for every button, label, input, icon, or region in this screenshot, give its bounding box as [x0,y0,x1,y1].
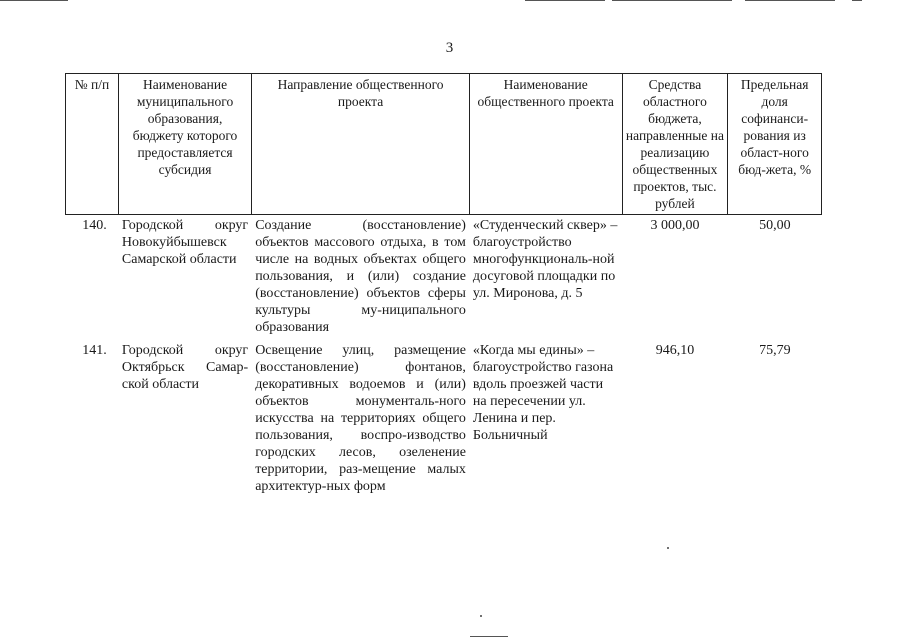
row-cofinancing-share: 75,79 [759,343,791,358]
header-project-name: Наименование общественного проекта [469,74,622,215]
header-cofinancing-share: Предельная доля софинанси-рования из област-ного бюд-жета, % [728,74,822,215]
header-regional-funds: Средства областного бюджета, направленные на реализацию общественных проектов, тыс. рублей [622,74,728,215]
scan-artifact-line [852,0,862,1]
row-municipality: Городской округ Новокуйбышевск Самарской области [121,218,249,267]
row-direction: Освещение улиц, размещение (восстановление) фонтанов, декоративных водоемов и (или) объектов монументаль-ного искусства на территориях общего пользования, воспро-изводство городских лесов, озеленение территории, раз-мещение малых архитектур-ных форм [255,343,466,494]
header-direction: Направление общественного проекта [252,74,470,215]
scan-artifact-line [745,0,835,1]
row-regional-funds: 946,10 [655,343,695,358]
table-row [66,215,822,341]
table-row [66,340,822,499]
row-number: 140. [82,218,107,233]
scan-speck [480,615,482,617]
row-direction: Создание (восстановление) объектов массового отдыха, в том числе на водных объектах общего пользования, и (или) создание (восстановление) объектов сферы культуры му-ниципального образования [255,218,466,335]
table-header-row [66,74,822,215]
scan-artifact-line [525,0,605,1]
scan-artifact-line [470,636,508,637]
row-municipality: Городской округ Октябрьск Самар-ской области [121,343,249,392]
row-number: 141. [82,343,107,358]
subsidy-table [65,73,822,499]
scan-artifact-line [612,0,732,1]
row-regional-funds: 3 000,00 [650,218,700,233]
row-project-name: «Когда мы едины» – благоустройство газона вдоль проезжей части на пересечении ул. Ленина и пер. Больничный [472,343,614,443]
row-project-name: «Студенческий сквер» – благоустройство многофункциональ-ной досуговой площадки по ул. Миронова, д. 5 [472,218,618,301]
scan-artifact-line [0,0,68,1]
header-municipality: Наименование муниципального образования, бюджету которого предоставляется субсидия [118,74,251,215]
scan-speck [667,547,669,549]
row-cofinancing-share: 50,00 [759,218,791,233]
header-number: № п/п [66,74,119,215]
page-number: 3 [445,40,454,56]
